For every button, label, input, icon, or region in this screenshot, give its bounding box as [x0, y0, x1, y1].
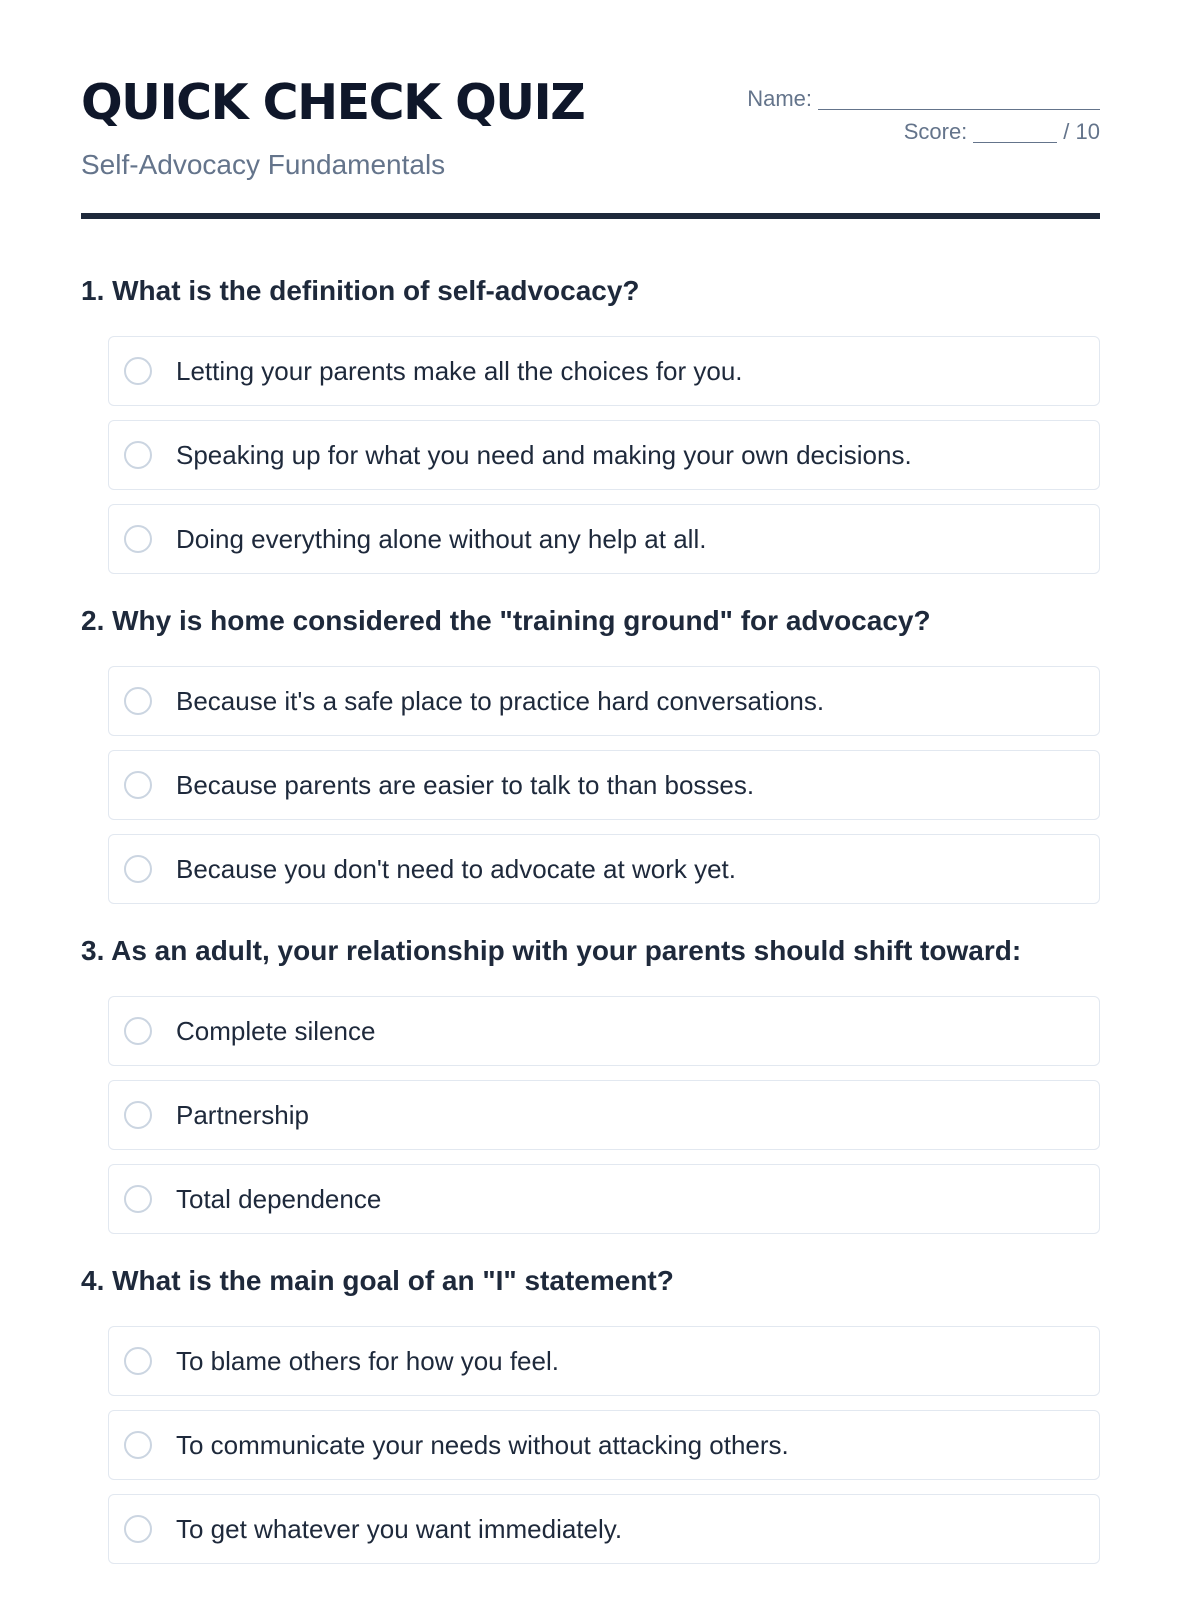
score-total: / 10 [1063, 119, 1100, 144]
answer-options [108, 336, 1100, 574]
answer-option[interactable] [108, 666, 1100, 736]
header-divider [81, 213, 1100, 219]
answer-option-label: Doing everything alone without any help at all. [176, 524, 707, 554]
answer-option-label: Total dependence [176, 1184, 382, 1214]
answer-option[interactable] [108, 1080, 1100, 1150]
quiz-title: QUICK CHECK QUIZ [81, 74, 585, 131]
question-text: 4. What is the main goal of an "I" statement? [81, 1265, 674, 1296]
answer-option-label: Speaking up for what you need and making your own decisions. [176, 440, 912, 470]
question-text: 2. Why is home considered the "training ground" for advocacy? [81, 605, 931, 636]
answer-option[interactable] [108, 834, 1100, 904]
answer-option-label: Because you don't need to advocate at work yet. [176, 854, 736, 884]
question-4 [81, 1264, 1100, 1564]
radio-circle-icon[interactable] [124, 771, 152, 799]
answer-option[interactable] [108, 1494, 1100, 1564]
answer-option[interactable] [108, 1410, 1100, 1480]
radio-circle-icon[interactable] [124, 1017, 152, 1045]
answer-options [108, 1326, 1100, 1564]
answer-option[interactable] [108, 1164, 1100, 1234]
radio-circle-icon[interactable] [124, 1431, 152, 1459]
answer-option-label: Because parents are easier to talk to than bosses. [176, 770, 755, 800]
answer-option-label: To communicate your needs without attacking others. [176, 1430, 789, 1460]
radio-circle-icon[interactable] [124, 1347, 152, 1375]
answer-option[interactable] [108, 750, 1100, 820]
radio-circle-icon[interactable] [124, 357, 152, 385]
answer-option-label: To blame others for how you feel. [176, 1346, 559, 1376]
score-line [747, 115, 1100, 148]
answer-options [108, 996, 1100, 1234]
name-blank[interactable] [818, 87, 1100, 110]
question-text: 1. What is the definition of self-advocacy? [81, 275, 640, 306]
quiz-header [81, 0, 1100, 220]
radio-circle-icon[interactable] [124, 1101, 152, 1129]
answer-option[interactable] [108, 996, 1100, 1066]
quiz-subtitle: Self-Advocacy Fundamentals [81, 149, 446, 180]
radio-circle-icon[interactable] [124, 1515, 152, 1543]
answer-option[interactable] [108, 504, 1100, 574]
answer-option-label: Partnership [176, 1100, 309, 1130]
answer-option-label: Complete silence [176, 1016, 376, 1046]
name-label: Name: [747, 86, 812, 111]
radio-circle-icon[interactable] [124, 525, 152, 553]
question-3 [81, 934, 1100, 1234]
answer-option[interactable] [108, 420, 1100, 490]
answer-option-label: Because it's a safe place to practice hard conversations. [176, 686, 825, 716]
answer-option[interactable] [108, 1326, 1100, 1396]
answer-options [108, 666, 1100, 904]
radio-circle-icon[interactable] [124, 1185, 152, 1213]
radio-circle-icon[interactable] [124, 687, 152, 715]
score-blank[interactable] [973, 120, 1057, 143]
student-meta [747, 82, 1100, 148]
answer-option-label: Letting your parents make all the choices for you. [176, 356, 743, 386]
question-text: 3. As an adult, your relationship with your parents should shift toward: [81, 935, 1022, 966]
answer-option-label: To get whatever you want immediately. [176, 1514, 623, 1544]
score-label: Score: [903, 119, 968, 144]
question-1 [81, 274, 1100, 574]
answer-option[interactable] [108, 336, 1100, 406]
name-line [747, 82, 1100, 115]
question-2 [81, 604, 1100, 904]
radio-circle-icon[interactable] [124, 855, 152, 883]
radio-circle-icon[interactable] [124, 441, 152, 469]
